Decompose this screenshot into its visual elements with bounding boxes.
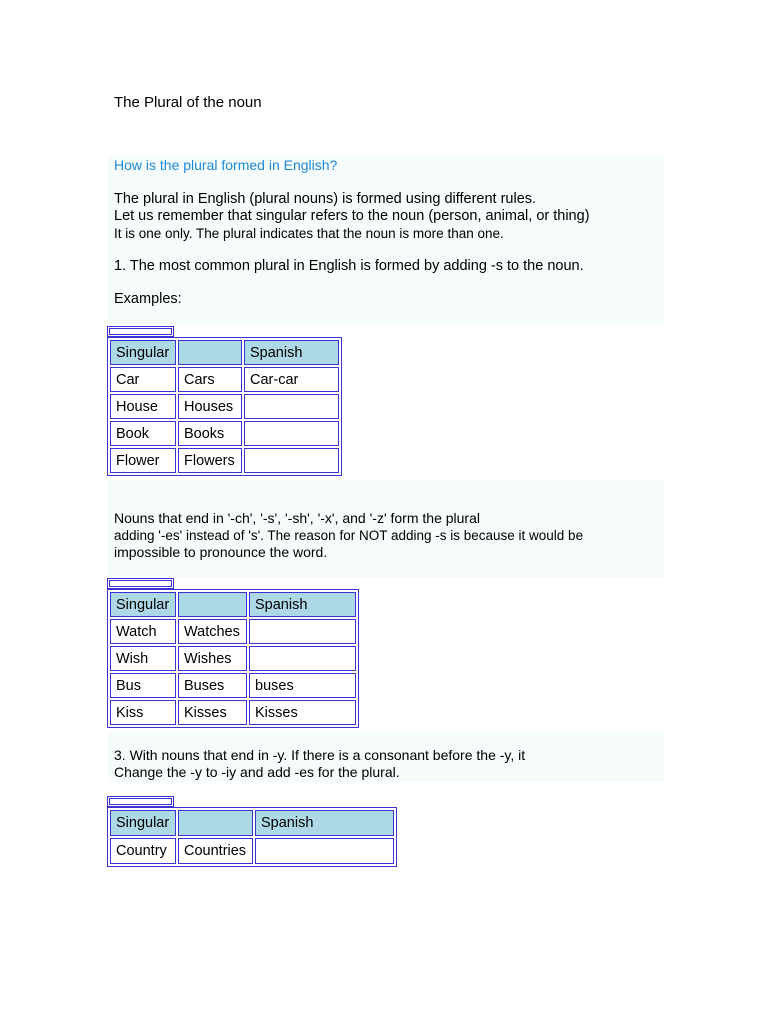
rule-3-paragraph	[114, 747, 525, 781]
table-2-caption-box	[107, 578, 174, 589]
header-cell-singular: Singular	[110, 810, 176, 836]
rule-2-line-3: impossible to pronounce the word.	[114, 544, 328, 560]
table-cell: Houses	[178, 394, 242, 419]
table-cell: Flower	[110, 448, 176, 473]
header-cell-plural	[178, 592, 247, 617]
table-2	[107, 589, 359, 728]
table-cell: Wish	[110, 646, 176, 671]
table-row	[110, 394, 339, 419]
table-cell	[255, 838, 394, 864]
table-row	[110, 673, 356, 698]
table-cell: Kiss	[110, 700, 176, 725]
table-cell: Countries	[178, 838, 253, 864]
intro-line-3: It is one only. The plural indicates that the noun is more than one.	[114, 226, 504, 241]
table-cell	[244, 448, 339, 473]
table-cell	[249, 646, 356, 671]
table-row	[110, 619, 356, 644]
table-cell: Bus	[110, 673, 176, 698]
table-cell: Buses	[178, 673, 247, 698]
intro-paragraph	[114, 191, 590, 242]
table-cell	[244, 421, 339, 446]
table-header-row	[110, 592, 356, 617]
table-row	[110, 367, 339, 392]
table-row	[110, 421, 339, 446]
table-cell: Country	[110, 838, 176, 864]
table-cell: Watches	[178, 619, 247, 644]
table-cell: Kisses	[249, 700, 356, 725]
table-cell: Flowers	[178, 448, 242, 473]
page-title: The Plural of the noun	[114, 94, 262, 111]
table-row	[110, 838, 394, 864]
table-row	[110, 700, 356, 725]
question-heading: How is the plural formed in English?	[114, 157, 338, 173]
header-cell-spanish: Spanish	[249, 592, 356, 617]
intro-line-1: The plural in English (plural nouns) is formed using different rules.	[114, 191, 537, 207]
table-cell: House	[110, 394, 176, 419]
rule-3-line-1: 3. With nouns that end in -y. If there is a consonant before the -y, it	[114, 747, 526, 763]
rule-2-paragraph	[114, 510, 583, 561]
table-header-row	[110, 810, 394, 836]
table-row	[110, 646, 356, 671]
table-cell: Kisses	[178, 700, 247, 725]
header-cell-plural	[178, 340, 242, 365]
table-cell: buses	[249, 673, 356, 698]
table-header-row	[110, 340, 339, 365]
table-cell	[249, 619, 356, 644]
table-1-caption-box	[107, 326, 174, 337]
table-cell: Book	[110, 421, 176, 446]
header-cell-spanish: Spanish	[244, 340, 339, 365]
table-cell: Car-car	[244, 367, 339, 392]
table-3-caption-box	[107, 796, 174, 807]
table-row	[110, 448, 339, 473]
table-cell: Books	[178, 421, 242, 446]
header-cell-singular: Singular	[110, 592, 176, 617]
rule-2-line-2: adding '-es' instead of 's'. The reason for NOT adding -s is because it would be	[114, 528, 584, 543]
header-cell-plural	[178, 810, 253, 836]
table-cell	[244, 394, 339, 419]
table-cell: Car	[110, 367, 176, 392]
table-1	[107, 337, 342, 476]
rule-3-line-2: Change the -y to -iy and add -es for the plural.	[114, 764, 400, 780]
table-3	[107, 807, 397, 867]
header-cell-spanish: Spanish	[255, 810, 394, 836]
rule-2-line-1: Nouns that end in '-ch', '-s', '-sh', '-x', and '-z' form the plural	[114, 510, 480, 526]
intro-line-2: Let us remember that singular refers to the noun (person, animal, or thing)	[114, 208, 590, 224]
table-cell: Watch	[110, 619, 176, 644]
examples-label: Examples:	[114, 291, 182, 307]
rule-1-text: 1. The most common plural in English is formed by adding -s to the noun.	[114, 258, 584, 274]
header-cell-singular: Singular	[110, 340, 176, 365]
table-cell: Cars	[178, 367, 242, 392]
table-cell: Wishes	[178, 646, 247, 671]
